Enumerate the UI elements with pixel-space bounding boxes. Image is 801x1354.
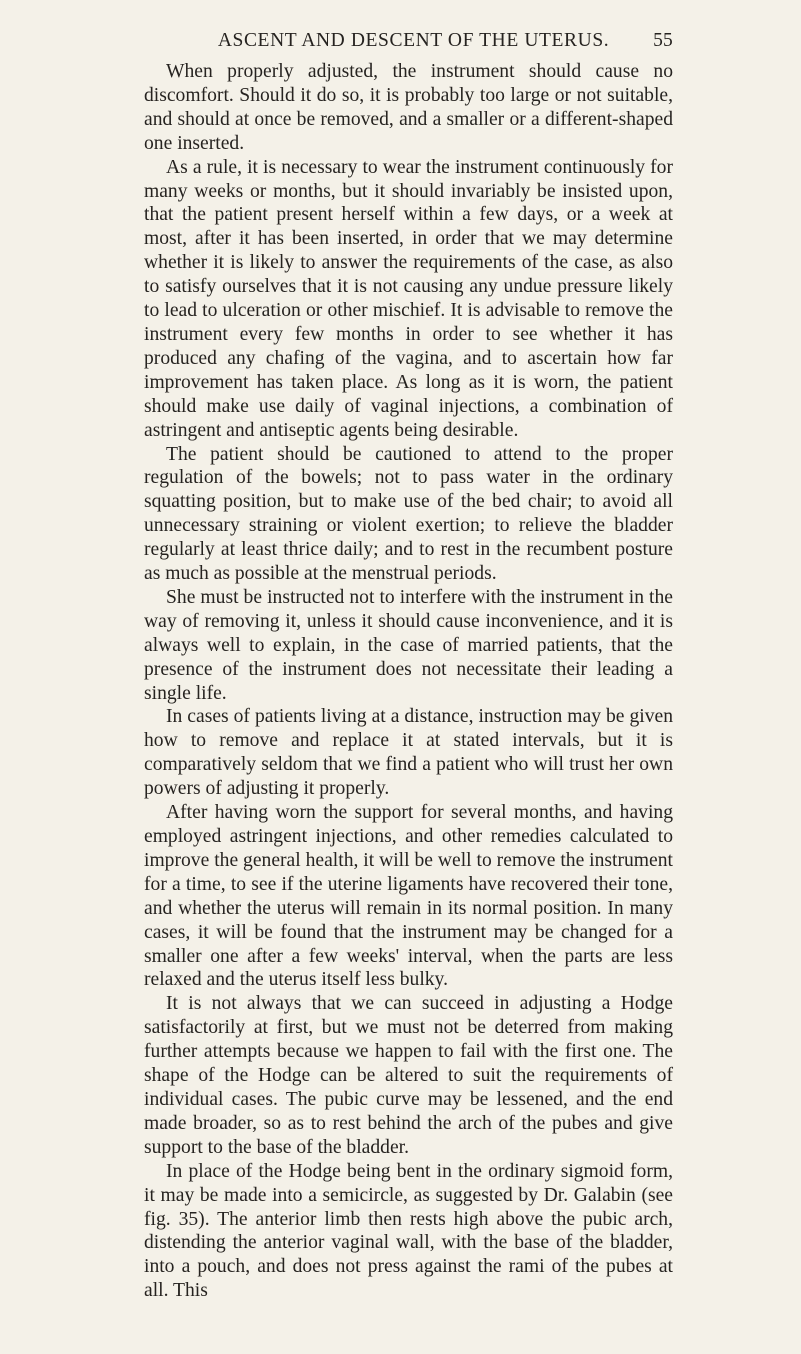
paragraph: In cases of patients living at a distance, instruction may be given how to remove and replace it at stated intervals, but it is comparatively seldom that we find a patient who will trust her own powers of adjusting it properly. — [144, 706, 673, 800]
paragraph: It is not always that we can succeed in adjusting a Hodge satisfactorily at first, but we must not be deterred from making further attempts because we happen to fail with the first one. The shape of the Hodge can be altered to suit the requirements of individual cases. The pubic curve may be lessened, and the end made broader, so as to rest behind the arch of the pubes and give support to the base of the bladder. — [144, 993, 673, 1158]
paragraph: After having worn the support for several months, and having employed astringent injections, and other remedies calculated to improve the general health, it will be well to remove the instrument for a time, to see if the uterine ligaments have recovered their tone, and whether the uterus will remain in its normal position. In many cases, it will be found that the instrument may be changed for a smaller one after a few weeks' interval, when the parts are less relaxed and the uterus itself less bulky. — [144, 802, 673, 991]
paragraph: She must be instructed not to interfere with the instrument in the way of removing it, unless it should cause inconvenience, and it is always well to explain, in the case of married patients, that the presence of the instrument does not necessitate their leading a single life. — [144, 586, 673, 704]
body-text — [144, 60, 673, 1303]
paragraph: When properly adjusted, the instrument should cause no discomfort. Should it do so, it is probably too large or not suitable, and should at once be removed, and a smaller or a different-shaped one inserted. — [144, 61, 673, 154]
paragraph: The patient should be cautioned to attend to the proper regulation of the bowels; not to pass water in the ordinary squatting position, but to make use of the bed chair; to avoid all unnecessary straining or violent exertion; to relieve the bladder regularly at least thrice daily; and to rest in the recumbent posture as much as possible at the menstrual periods. — [144, 443, 673, 585]
running-title: ASCENT AND DESCENT OF THE UTERUS. — [217, 30, 610, 51]
paragraph: As a rule, it is necessary to wear the instrument continuously for many weeks or months, but it should invariably be insisted upon, that the patient present herself within a few days, or a week at most, after it has been inserted, in order that we may determine whether it is likely to answer the requirements of the case, as also to satisfy ourselves that it is not causing any undue pressure likely to lead to ulceration or other mischief. It is advisable to remove the instrument every few months in order to see whether it has produced any chafing of the vagina, and to ascertain how far improvement has taken place. As long as it is worn, the patient should make use daily of vaginal injections, a combination of astringent and antiseptic agents being desirable. — [144, 156, 673, 441]
running-header — [144, 30, 673, 52]
paragraph: In place of the Hodge being bent in the ordinary sigmoid form, it may be made into a semicircle, as suggested by Dr. Galabin (see fig. 35). The anterior limb then rests high above the pubic arch, distending the anterior vaginal wall, with the base of the bladder, into a pouch, and does not press against the rami of the pubes at all. This — [144, 1160, 673, 1302]
page-number: 55 — [653, 30, 673, 51]
